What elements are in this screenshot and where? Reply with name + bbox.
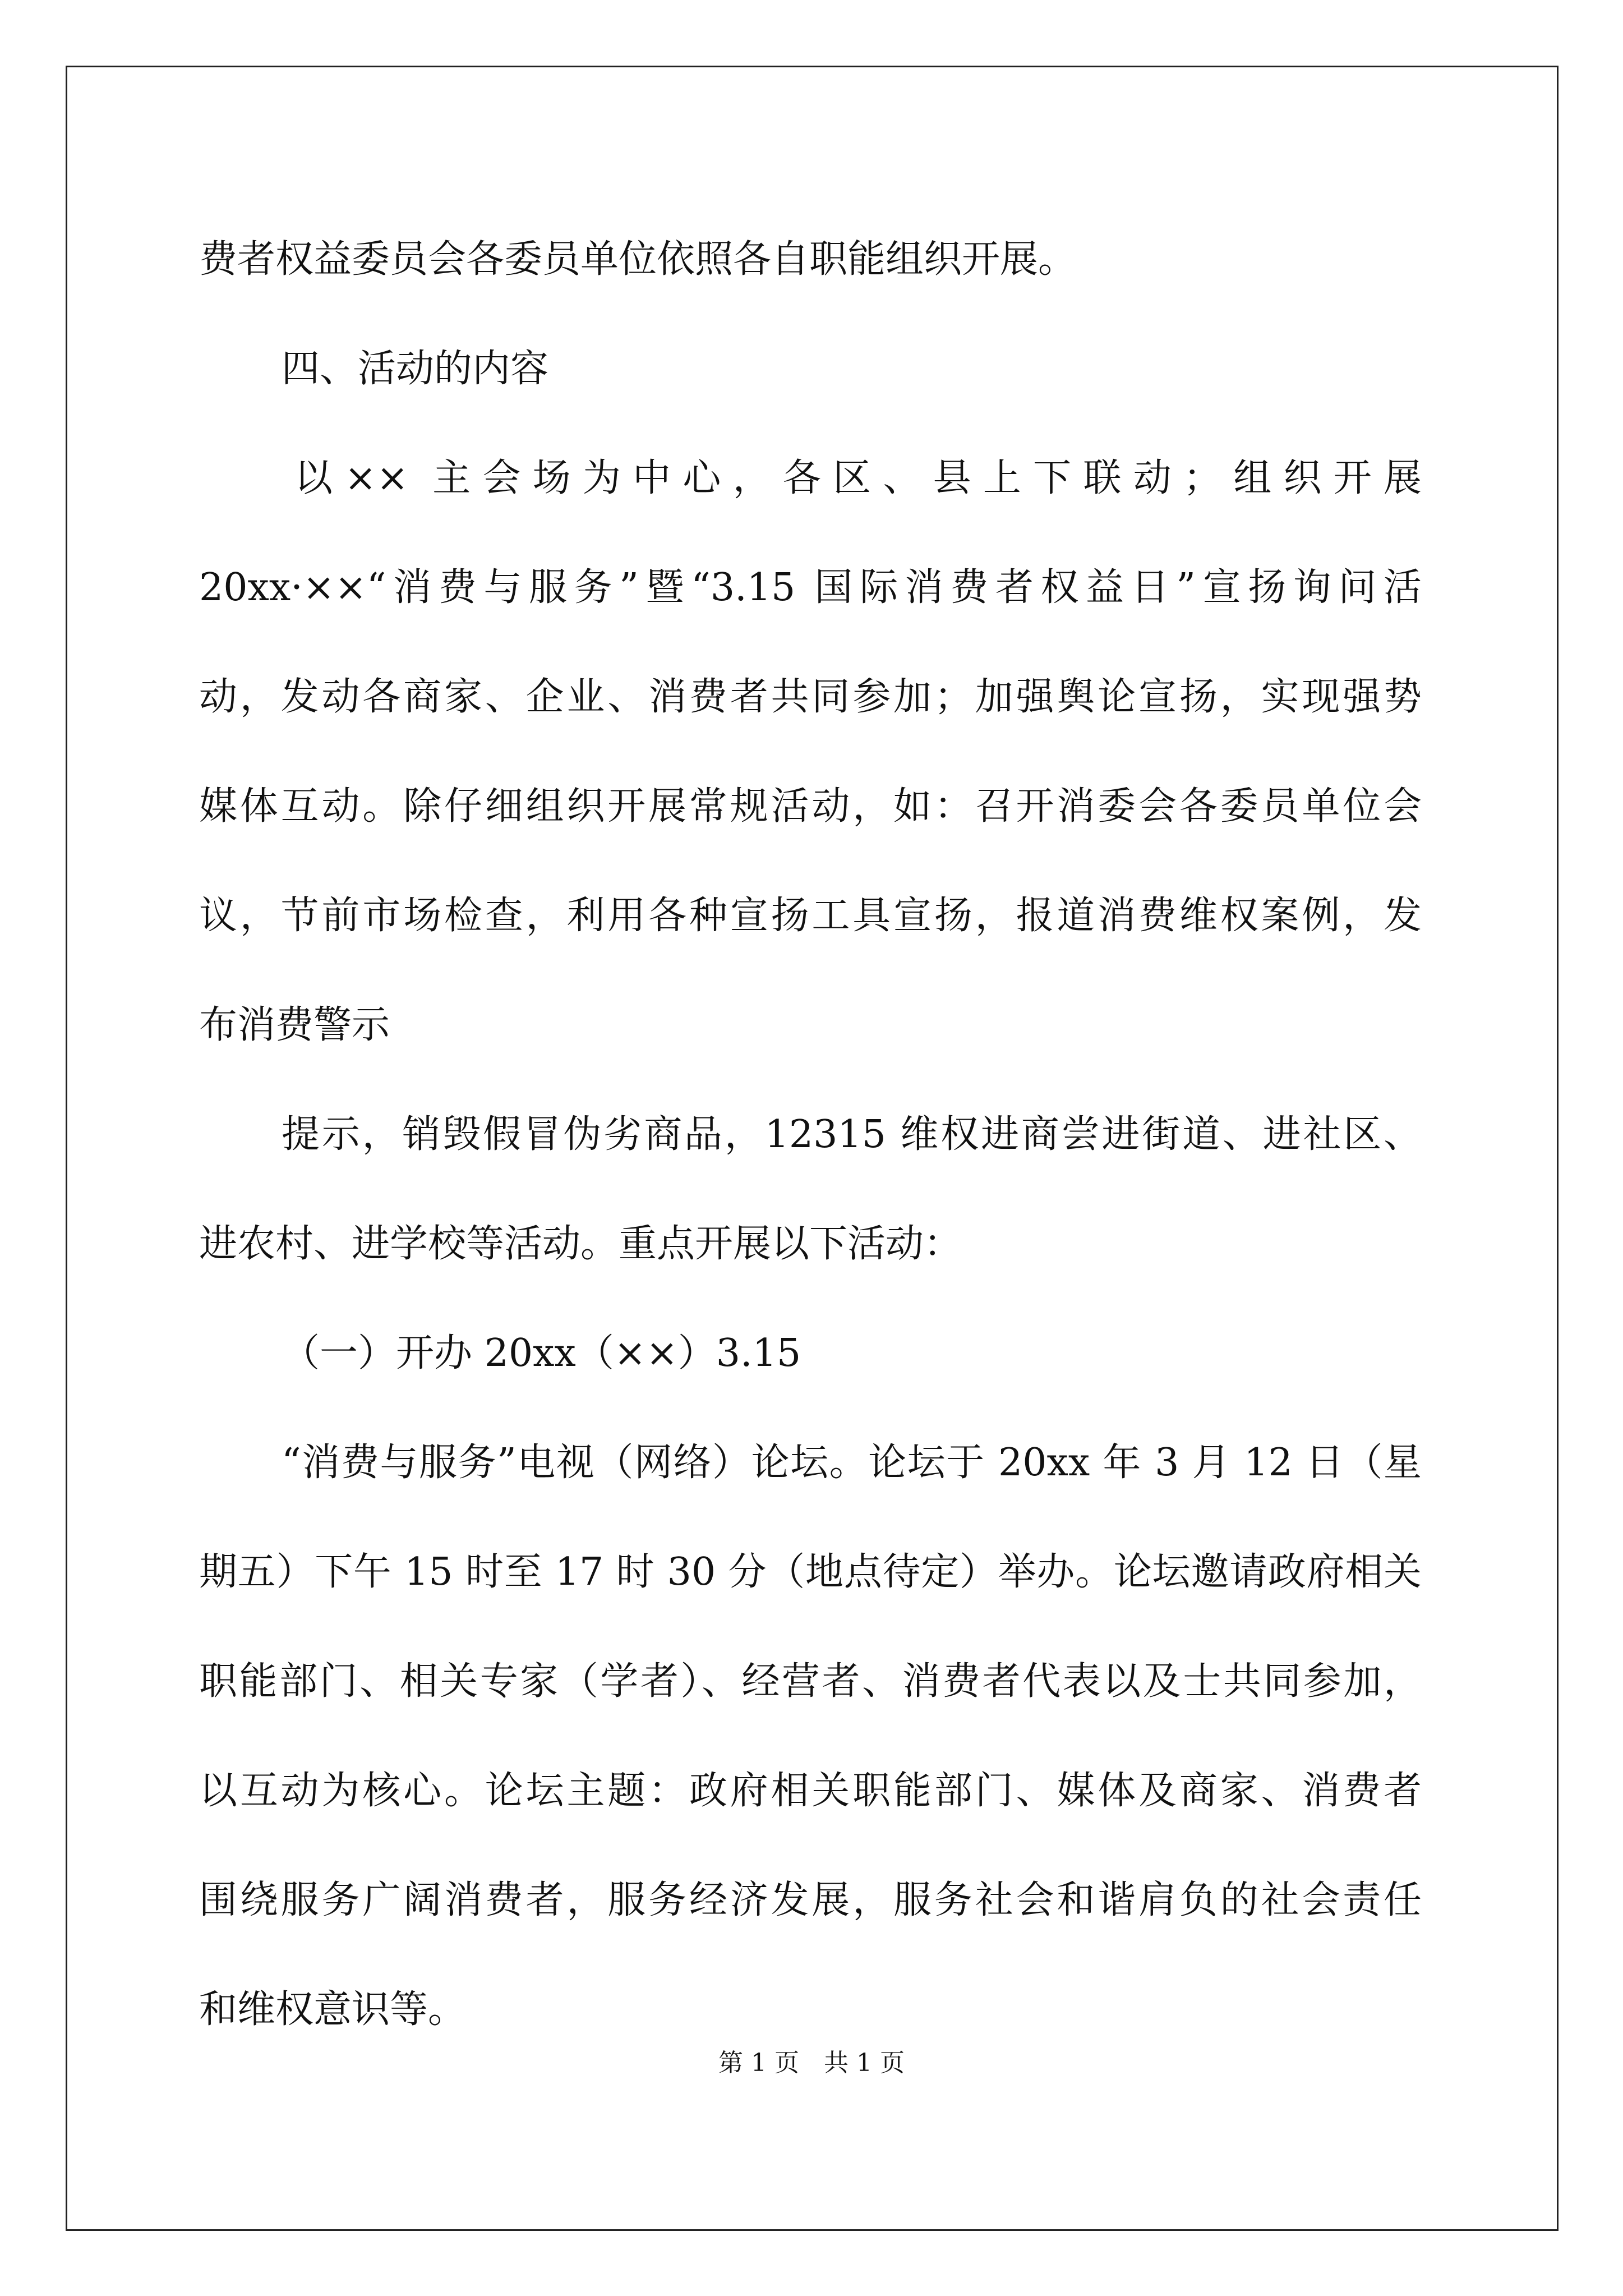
subsection-heading: （一）开办 20xx（××）3.15 <box>282 1331 801 1375</box>
body-line-17: 和维权意识等。 <box>199 1987 467 2032</box>
body-line-3: 以×× 主会场为中心，各区、县上下联动；组织开展 <box>294 456 1422 500</box>
body-line-13: 期五）下午 15 时至 17 时 30 分（地点待定）举办。论坛邀请政府相关 <box>199 1550 1422 1594</box>
body-line-5: 动，发动各商家、企业、消费者共同参加；加强舆论宣扬，实现强势 <box>199 675 1422 719</box>
body-line-4: 20xx·××“消费与服务”暨“3.15 国际消费者权益日”宣扬询问活 <box>199 565 1422 610</box>
body-line-12: “消费与服务”电视（网络）论坛。论坛于 20xx 年 3 月 12 日（星 <box>282 1441 1422 1485</box>
body-line-1: 费者权益委员会各委员单位依照各自职能组织开展。 <box>199 237 1077 282</box>
body-line-16: 围绕服务广阔消费者，服务经济发展，服务社会和谐肩负的社会责任 <box>199 1878 1422 1922</box>
page-footer <box>0 2046 1623 2080</box>
section-heading: 四、活动的内容 <box>282 347 549 391</box>
body-line-15: 以互动为核心。论坛主题：政府相关职能部门、媒体及商家、消费者 <box>199 1769 1422 1813</box>
body-line-10: 进农村、进学校等活动。重点开展以下活动： <box>199 1222 962 1266</box>
body-line-8: 布消费警示 <box>199 1003 390 1047</box>
page-number: 第 1 页 共 1 页 <box>718 2049 905 2077</box>
document-body <box>199 205 1422 2064</box>
body-line-9: 提示，销毁假冒伪劣商品，12315 维权进商尝进街道、进社区、 <box>282 1112 1422 1157</box>
body-line-6: 媒体互动。除仔细组织开展常规活动，如：召开消委会各委员单位会 <box>199 784 1422 829</box>
body-line-7: 议，节前市场检查，利用各种宣扬工具宣扬，报道消费维权案例，发 <box>199 894 1422 938</box>
body-line-14: 职能部门、相关专家（学者）、经营者、消费者代表以及士共同参加， <box>199 1659 1422 1704</box>
